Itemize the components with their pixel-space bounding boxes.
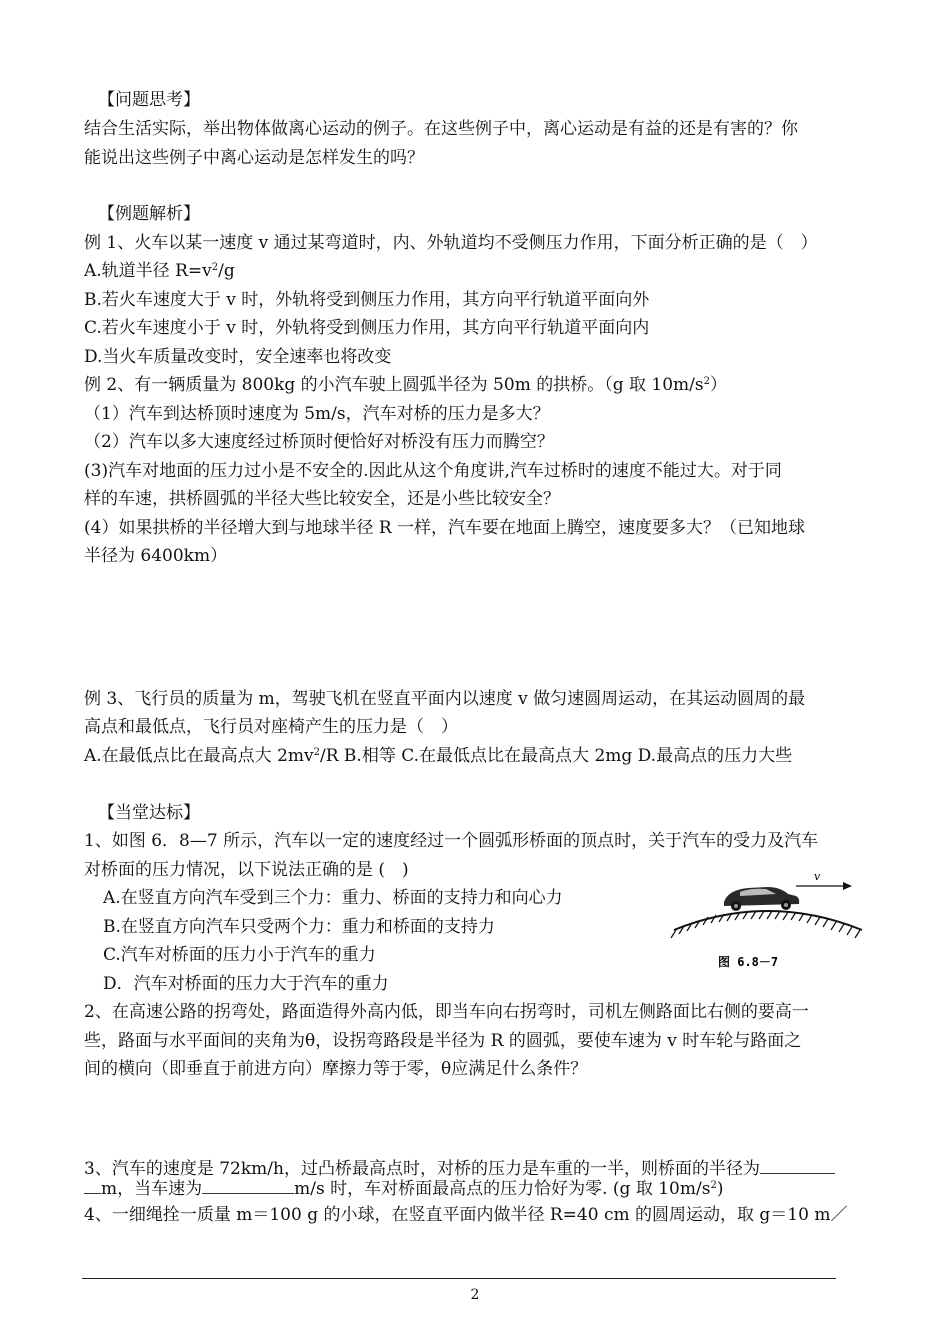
practice-2-line1: 2、在高速公路的拐弯处，路面造得外高内低，即当车向右拐弯时，司机左侧路面比右侧的要高一 [84,1002,809,1022]
section-header-practice: 【当堂达标】 [98,803,200,823]
example-3-options: A.在最低点比在最高点大 $2mv^2/R$ B.相等 C.在最低点比在最高点大 2mg D.最高点的压力大些 [84,746,793,766]
example-1-option-a: A.轨道半径 $R=v^2/g$ [84,261,235,281]
bridge-car-figure [668,868,868,978]
example-2-q2: （2）汽车以多大速度经过桥顶时便恰好对桥没有压力而腾空？ [84,432,554,452]
example-1-option-b: B.若火车速度大于 v 时，外轨将受到侧压力作用，其方向平行轨道平面向外 [84,290,650,310]
velocity-arrow-icon [796,882,852,890]
example-1-option-c: C.若火车速度小于 v 时，外轨将受到侧压力作用，其方向平行轨道平面向内 [84,318,650,338]
section-header-examples: 【例题解析】 [98,204,200,224]
example-2-q3-line1: (3)汽车对地面的压力过小是不安全的.因此从这个角度讲,汽车过桥时的速度不能过大。对于同 [84,461,782,481]
example-1-stem: 例 1、火车以某一速度 v 通过某弯道时，内、外轨道均不受侧压力作用，下面分析正确的是（ ） [84,233,818,253]
answer-blank-radius-2[interactable] [84,1177,101,1194]
answer-blank-radius-1[interactable] [760,1157,835,1174]
practice-1-option-d: D．汽车对桥面的压力大于汽车的重力 [103,974,389,994]
practice-2-line3: 间的横向（即垂直于前进方向）摩擦力等于零，θ应满足什么条件？ [84,1059,588,1079]
section-header-question: 【问题思考】 [98,90,200,110]
practice-4-line1: 4、一细绳拴一质量 m＝100 g 的小球，在竖直平面内做半径 R=40 cm 的圆周运动，取 g＝10 m／ [84,1205,848,1225]
example-2-q1: （1）汽车到达桥顶时速度为 5m/s，汽车对桥的压力是多大？ [84,404,550,424]
practice-1-line2: 对桥面的压力情况，以下说法正确的是 ( ) [84,860,409,880]
bridge-hatching [671,911,860,938]
practice-3-line2: m，当车速为 m/s 时，车对桥面最高点的压力恰好为零. (g 取 $10m/s^2$) [84,1177,723,1201]
practice-2-line2: 些，路面与水平面间的夹角为θ，设拐弯路段是半径为 R 的圆弧，要使车速为 v 时车轮与路面之 [84,1031,802,1051]
footer-rule [82,1278,836,1279]
figure-caption: 图 6.8－7 [718,955,779,969]
question-line-1: 结合生活实际，举出物体做离心运动的例子。在这些例子中，离心运动是有益的还是有害的？你 [84,119,798,139]
example-2-q3-line2: 样的车速，拱桥圆弧的半径大些比较安全，还是小些比较安全？ [84,489,560,509]
page-number: 2 [470,1287,480,1303]
example-2-q4-line2: 半径为 6400km） [84,546,228,566]
practice-1-option-c: C.汽车对桥面的压力小于汽车的重力 [103,945,376,965]
car-icon [724,887,799,911]
example-2-stem: 例 2、有一辆质量为 800kg 的小汽车驶上圆弧半径为 50m 的拱桥。（g 取 $10m/s^2$） [84,375,727,395]
example-3-line2: 高点和最低点，飞行员对座椅产生的压力是（ ） [84,717,458,737]
answer-blank-speed[interactable] [202,1177,294,1194]
question-line-2: 能说出这些例子中离心运动是怎样发生的吗？ [84,148,424,168]
practice-1-option-b: B.在竖直方向汽车只受两个力：重力和桥面的支持力 [103,917,495,937]
practice-1-line1: 1、如图 6．8—7 所示，汽车以一定的速度经过一个圆弧形桥面的顶点时，关于汽车的受力及汽车 [84,831,819,851]
example-1-option-d: D.当火车质量改变时，安全速率也将改变 [84,347,392,367]
velocity-label: v [814,870,821,883]
example-2-q4-line1: (4）如果拱桥的半径增大到与地球半径 R 一样，汽车要在地面上腾空，速度要多大？（已知地球 [84,518,806,538]
practice-3-line1: 3、汽车的速度是 72km/h，过凸桥最高点时，对桥的压力是车重的一半，则桥面的半径为 [84,1157,835,1181]
practice-1-option-a: A.在竖直方向汽车受到三个力：重力、桥面的支持力和向心力 [103,888,563,908]
example-3-line1: 例 3、飞行员的质量为 m，驾驶飞机在竖直平面内以速度 v 做匀速圆周运动，在其运动圆周的最 [84,689,806,709]
